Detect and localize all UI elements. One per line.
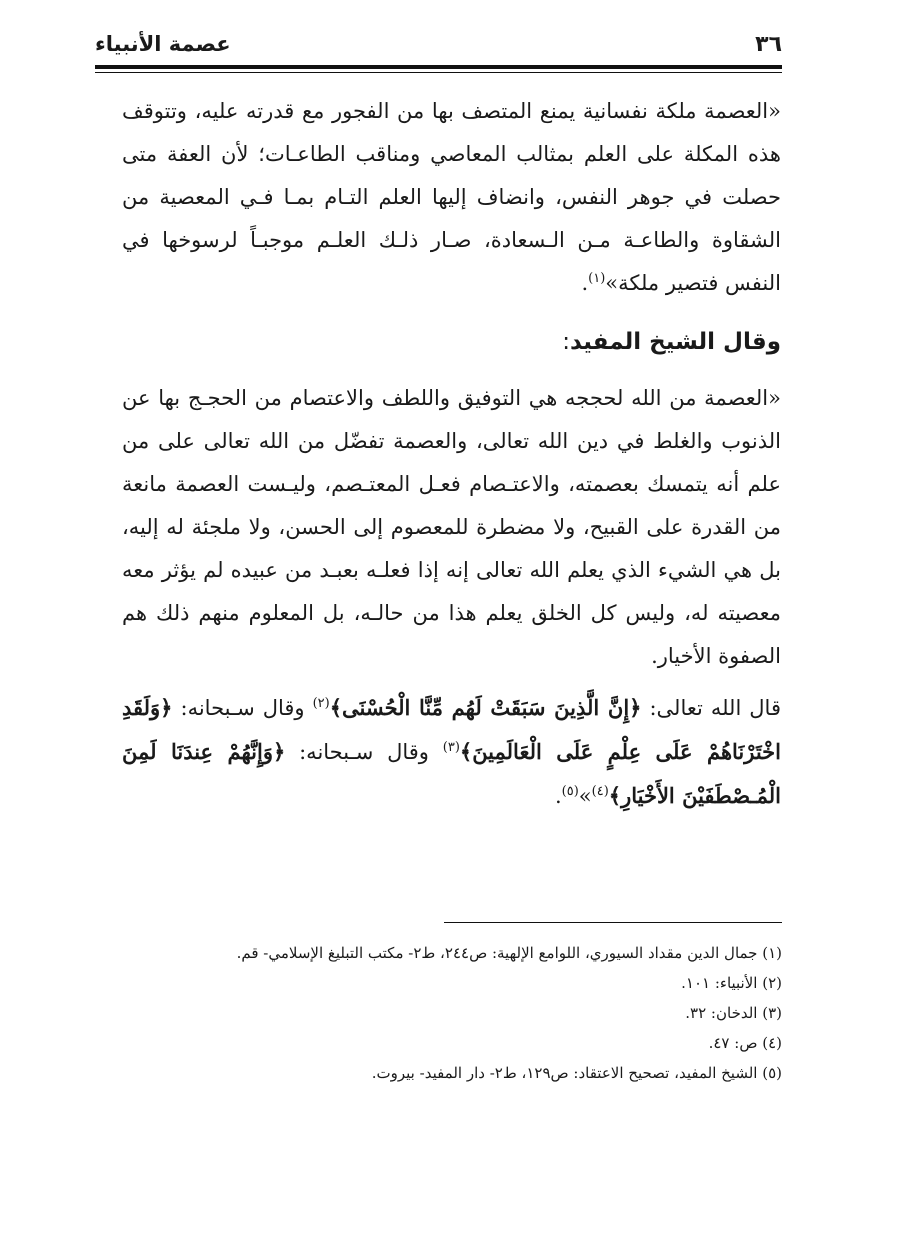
section-heading	[122, 319, 781, 365]
header-rule-thick	[95, 65, 782, 69]
paragraph-text: «العصمة من الله لحججه هي التوفيق واللطف والاعتصام من الحجـج بها عن الذنوب والغلط في دين الله تعالى، والعصمة تفضّل من الله تعالى على من علم أنه يتمسك بعصمته، والاعتـصام فعـل المعتـصم، وليـست العصمة مانعة من القدرة على القبيح، ولا مضطرة للمعصوم إلى الحسن، ولا ملجئة له إليه، بل هي الشيء الذي يعلم الله تعالى إنه إذا فعلـه بعبـد من عبيده لم يؤثر معه معصيته له، وليس كل الخلق يعلم هذا من حالـه، بل المعلوم منهم ذلك هم الصفوة الأخيار.	[122, 386, 781, 668]
running-title: عصمة الأنبياء	[95, 32, 231, 56]
paragraph-quote-2	[122, 377, 781, 678]
page-header	[95, 28, 782, 64]
footnote-ref-5[interactable]: (٥)	[561, 784, 579, 799]
footnote-separator	[444, 922, 782, 923]
footnotes	[122, 938, 782, 1088]
page-number: ٣٦	[755, 32, 782, 57]
quran-verse-1: ﴿إِنَّ الَّذِينَ سَبَقَتْ لَهُم مِّنَّا الْحُسْنَى﴾	[329, 695, 642, 720]
footnote-ref-2[interactable]: (٢)	[312, 696, 330, 711]
footnote-2: (٢) الأنبياء: ١٠١.	[681, 974, 782, 992]
paragraph-text: «العصمة ملكة نفسانية يمنع المتصف بها من الفجور مع قدرته عليه، وتتوقف هذه المكلة على العلم بمثالب المعاصي ومناقب الطاعـات؛ لأن العفة متى حصلت في جوهر النفس، وانضاف إليها العلم التـام بمـا فـي المعصية من الشقاوة والطاعـة مـن الـسعادة، صـار ذلـك العلـم موجبـاً لرسوخها في النفس فتصير ملكة»	[122, 99, 781, 295]
verse-connector: وقال سـبحانه:	[172, 696, 313, 720]
footnote-3: (٣) الدخان: ٣٢.	[685, 1004, 782, 1022]
header-rule-thin	[95, 72, 782, 73]
verse-intro: قال الله تعالى:	[641, 696, 781, 720]
quran-verse-3: ﴿وَإِنَّهُمْ عِندَنَا لَمِنَ الْمُـصْطَفَيْنَ الأَخْيَارِ﴾	[122, 739, 781, 808]
footnote-ref-4[interactable]: (٤)	[591, 784, 609, 799]
sentence-end: .	[581, 271, 589, 295]
quran-verse-2: ﴿وَلَقَدِ اخْتَرْنَاهُمْ عَلَى عِلْمٍ عَلَى الْعَالَمِينَ﴾	[122, 695, 781, 764]
paragraph-quran-verses	[122, 686, 781, 818]
sentence-end: .	[554, 784, 562, 808]
closing-quote-mark: »	[578, 784, 592, 808]
footnote-ref-3[interactable]: (٣)	[442, 740, 460, 755]
paragraph-quote-1	[122, 90, 781, 305]
heading-colon: :	[562, 329, 570, 355]
main-text	[122, 90, 781, 818]
footnote-ref-1[interactable]: (١)	[588, 271, 606, 286]
heading-text: وقال الشيخ المفيد	[569, 329, 781, 355]
footnote-1: (١) جمال الدين مقداد السيوري، اللوامع الإلهية: ص٢٤٤، ط٢- مكتب التبليغ الإسلامي- قم.	[236, 944, 782, 962]
footnote-4: (٤) ص: ٤٧.	[708, 1034, 782, 1052]
verse-connector: وقال سـبحانه:	[285, 740, 443, 764]
footnote-5: (٥) الشيخ المفيد، تصحيح الاعتقاد: ص١٢٩، ط٢- دار المفيد- بيروت.	[371, 1064, 782, 1082]
